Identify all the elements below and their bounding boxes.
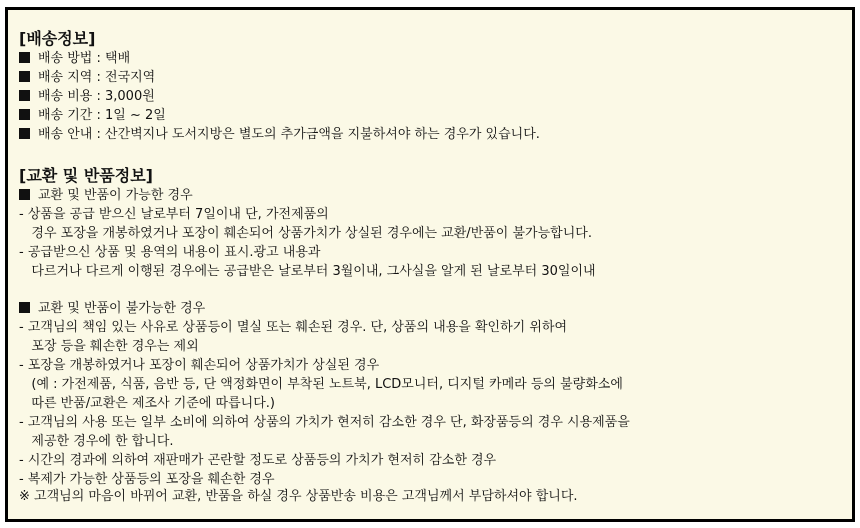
impossible-line: - 복제가 가능한 상품등의 포장을 훼손한 경우 [19, 472, 275, 487]
shipping-item: 배송 방법 : 택배 [19, 49, 540, 68]
exchange-section [19, 166, 596, 281]
impossible-heading: 교환 및 반품이 불가능한 경우 [19, 299, 630, 318]
impossible-line: 포장 등을 훼손한 경우는 제외 [19, 339, 199, 354]
square-bullet-icon [19, 189, 30, 200]
exchange-title: [교환 및 반품정보] [19, 166, 153, 185]
return-cost-note: ※ 고객님의 마음이 바뀌어 교환, 반품을 하실 경우 상품반송 비용은 고객님께서 부담하셔야 합니다. [19, 489, 578, 504]
impossible-line: (예 : 가전제품, 식품, 음반 등, 단 액정화면이 부착된 노트북, LCD모니터, 디지털 카메라 등의 불량화소에 [19, 377, 623, 392]
possible-line: - 공급받으신 상품 및 용역의 내용이 표시.광고 내용과 [19, 245, 321, 260]
shipping-item: 배송 비용 : 3,000원 [19, 87, 540, 106]
square-bullet-icon [19, 90, 30, 101]
impossible-section [19, 299, 630, 489]
shipping-item: 배송 안내 : 산간벽지나 도서지방은 별도의 추가금액을 지불하셔야 하는 경우가 있습니다. [19, 125, 540, 144]
shipping-section [19, 29, 540, 144]
shipping-item: 배송 기간 : 1일 ~ 2일 [19, 106, 540, 125]
impossible-line: - 포장을 개봉하였거나 포장이 훼손되어 상품가치가 상실된 경우 [19, 358, 380, 373]
impossible-line: 제공한 경우에 한 합니다. [19, 434, 174, 449]
square-bullet-icon [19, 71, 30, 82]
shipping-item: 배송 지역 : 전국지역 [19, 68, 540, 87]
impossible-line: - 고객님의 사용 또는 일부 소비에 의하여 상품의 가치가 현저히 감소한 경우 단, 화장품등의 경우 시용제품을 [19, 415, 630, 430]
square-bullet-icon [19, 128, 30, 139]
shipping-title: [배송정보] [19, 29, 96, 48]
square-bullet-icon [19, 109, 30, 120]
impossible-line: - 고객님의 책임 있는 사유로 상품등이 멸실 또는 훼손된 경우. 단, 상품의 내용을 확인하기 위하여 [19, 320, 568, 335]
possible-heading: 교환 및 반품이 가능한 경우 [19, 186, 596, 205]
impossible-line: 따른 반품/교환은 제조사 기준에 따릅니다.) [19, 396, 275, 411]
square-bullet-icon [19, 302, 30, 313]
possible-line: - 상품을 공급 받으신 날로부터 7일이내 단, 가전제품의 [19, 207, 329, 222]
impossible-line: - 시간의 경과에 의하여 재판매가 곤란할 정도로 상품등의 가치가 현저히 감소한 경우 [19, 453, 497, 468]
square-bullet-icon [19, 52, 30, 63]
info-box [5, 7, 855, 522]
possible-line: 경우 포장을 개봉하였거나 포장이 훼손되어 상품가치가 상실된 경우에는 교환/반품이 불가능합니다. [19, 226, 592, 241]
possible-line: 다르거나 다르게 이행된 경우에는 공급받은 날로부터 3월이내, 그사실을 알게 된 날로부터 30일이내 [19, 264, 596, 279]
